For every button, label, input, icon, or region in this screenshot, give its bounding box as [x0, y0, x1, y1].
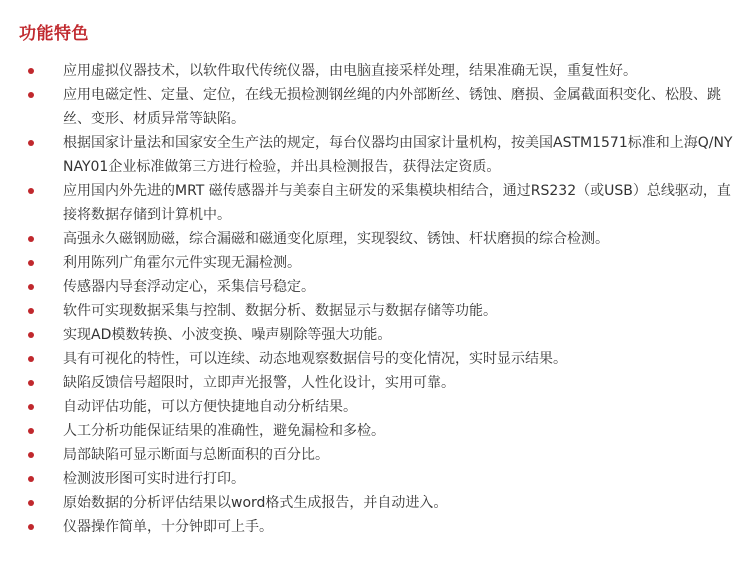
bullet-icon — [28, 188, 34, 194]
feature-text: 应用电磁定性、定量、定位，在线无损检测钢丝绳的内外部断丝、锈蚀、磨损、金属截面积变化、松股、跳丝、变形、材质异常等缺陷。 — [63, 87, 721, 127]
feature-item — [0, 131, 750, 179]
feature-item — [0, 371, 750, 395]
feature-item — [0, 299, 750, 323]
feature-text: 应用国内外先进的MRT 磁传感器并与美泰自主研发的采集模块相结合，通过RS232（或USB）总线驱动，直接将数据存储到计算机中。 — [63, 183, 731, 223]
bullet-icon — [28, 524, 34, 530]
feature-item — [0, 467, 750, 491]
feature-item — [0, 83, 750, 131]
bullet-icon — [28, 476, 34, 482]
bullet-icon — [28, 308, 34, 314]
feature-text: 根据国家计量法和国家安全生产法的规定，每台仪器均由国家计量机构，按美国ASTM1571标准和上海Q/NYNAY01企业标准做第三方进行检验，并出具检测报告，获得法定资质。 — [63, 135, 733, 175]
bullet-icon — [28, 404, 34, 410]
feature-item — [0, 395, 750, 419]
feature-item — [0, 59, 750, 83]
bullet-icon — [28, 356, 34, 362]
feature-item — [0, 443, 750, 467]
bullet-icon — [28, 284, 34, 290]
feature-text: 检测波形图可实时进行打印。 — [63, 471, 245, 487]
feature-text: 应用虚拟仪器技术，以软件取代传统仪器，由电脑直接采样处理，结果准确无误，重复性好。 — [63, 63, 637, 79]
feature-item — [0, 323, 750, 347]
feature-text: 利用陈列广角霍尔元件实现无漏检测。 — [63, 255, 301, 271]
bullet-icon — [28, 260, 34, 266]
feature-text: 原始数据的分析评估结果以word格式生成报告，并自动进入。 — [63, 495, 448, 511]
feature-list — [0, 59, 750, 539]
bullet-icon — [28, 428, 34, 434]
feature-item — [0, 275, 750, 299]
bullet-icon — [28, 452, 34, 458]
feature-item — [0, 227, 750, 251]
bullet-icon — [28, 332, 34, 338]
feature-text: 软件可实现数据采集与控制、数据分析、数据显示与数据存储等功能。 — [63, 303, 497, 319]
feature-text: 具有可视化的特性，可以连续、动态地观察数据信号的变化情况，实时显示结果。 — [63, 351, 567, 367]
feature-text: 自动评估功能，可以方便快捷地自动分析结果。 — [63, 399, 357, 415]
feature-item — [0, 491, 750, 515]
bullet-icon — [28, 68, 34, 74]
feature-text: 仪器操作简单，十分钟即可上手。 — [63, 519, 273, 535]
feature-text: 局部缺陷可显示断面与总断面积的百分比。 — [63, 447, 329, 463]
feature-item — [0, 419, 750, 443]
feature-text: 人工分析功能保证结果的准确性，避免漏检和多检。 — [63, 423, 385, 439]
feature-text: 实现AD模数转换、小波变换、噪声剔除等强大功能。 — [63, 327, 392, 343]
feature-item — [0, 515, 750, 539]
bullet-icon — [28, 140, 34, 146]
feature-text: 缺陷反馈信号超限时，立即声光报警，人性化设计，实用可靠。 — [63, 375, 455, 391]
feature-text: 高强永久磁钢励磁，综合漏磁和磁通变化原理，实现裂纹、锈蚀、杆状磨损的综合检测。 — [63, 231, 609, 247]
feature-text: 传感器内导套浮动定心，采集信号稳定。 — [63, 279, 315, 295]
bullet-icon — [28, 236, 34, 242]
feature-item — [0, 179, 750, 227]
feature-item — [0, 251, 750, 275]
feature-item — [0, 347, 750, 371]
bullet-icon — [28, 380, 34, 386]
bullet-icon — [28, 500, 34, 506]
section-title: 功能特色 — [19, 24, 89, 44]
bullet-icon — [28, 92, 34, 98]
